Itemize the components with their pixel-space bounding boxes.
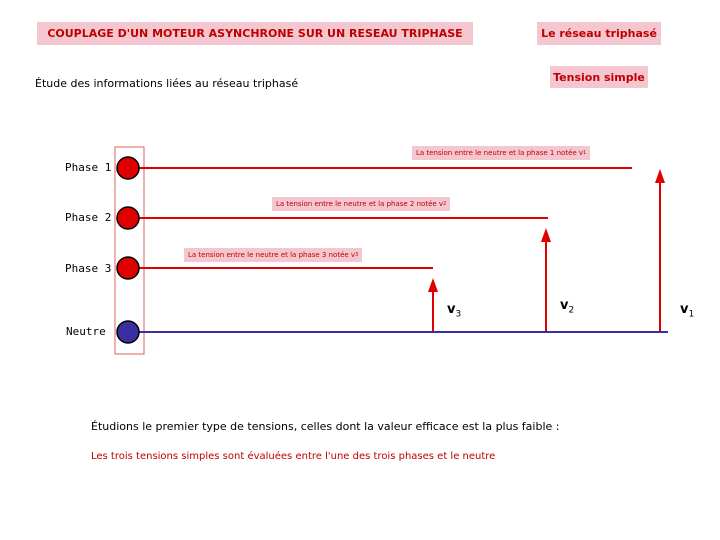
v3-description-sub: 3 bbox=[355, 252, 359, 258]
v3-label-sub: 3 bbox=[455, 309, 462, 320]
v1-description-tag bbox=[412, 146, 590, 160]
subsection-title: Tension simple bbox=[550, 66, 648, 88]
v2-description-sub: 2 bbox=[443, 201, 447, 207]
phase-1-label: Phase 1 bbox=[65, 161, 112, 174]
phase-3-label: Phase 3 bbox=[65, 262, 112, 275]
phase-2-label: Phase 2 bbox=[65, 211, 112, 224]
v2-arrowhead bbox=[541, 228, 551, 242]
note-line-1: Étudions le premier type de tensions, celles dont la valeur efficace est la plus faible : bbox=[91, 420, 560, 433]
v1-label-sub: 1 bbox=[688, 309, 695, 320]
v1-label-base: v bbox=[680, 302, 689, 317]
v3-arrowhead bbox=[428, 278, 438, 292]
neutral-label: Neutre bbox=[66, 325, 106, 338]
v2-label bbox=[560, 298, 574, 316]
v1-description-text: La tension entre le neutre et la phase 1 notée v bbox=[416, 149, 584, 157]
page-title: COUPLAGE D'UN MOTEUR ASYNCHRONE SUR UN RESEAU TRIPHASE bbox=[37, 22, 473, 45]
v1-label bbox=[680, 302, 694, 320]
v3-label-base: v bbox=[447, 302, 456, 317]
v2-description-text: La tension entre le neutre et la phase 2 notée v bbox=[276, 200, 444, 208]
phase-3-terminal bbox=[117, 257, 139, 279]
neutral-terminal bbox=[117, 321, 139, 343]
section-title: Le réseau triphasé bbox=[537, 22, 661, 45]
v3-description-text: La tension entre le neutre et la phase 3 notée v bbox=[188, 251, 356, 259]
note-line-2: Les trois tensions simples sont évaluées entre l'une des trois phases et le neutre bbox=[91, 451, 496, 462]
v3-label bbox=[447, 302, 461, 320]
page-subtitle: Étude des informations liées au réseau triphasé bbox=[35, 77, 299, 90]
v2-label-base: v bbox=[560, 298, 569, 313]
v3-description-tag bbox=[184, 248, 362, 262]
v2-description-tag bbox=[272, 197, 450, 211]
phase-2-terminal bbox=[117, 207, 139, 229]
v1-arrowhead bbox=[655, 169, 665, 183]
v2-label-sub: 2 bbox=[568, 305, 575, 316]
phase-1-terminal bbox=[117, 157, 139, 179]
v1-description-sub: 1 bbox=[583, 150, 587, 156]
